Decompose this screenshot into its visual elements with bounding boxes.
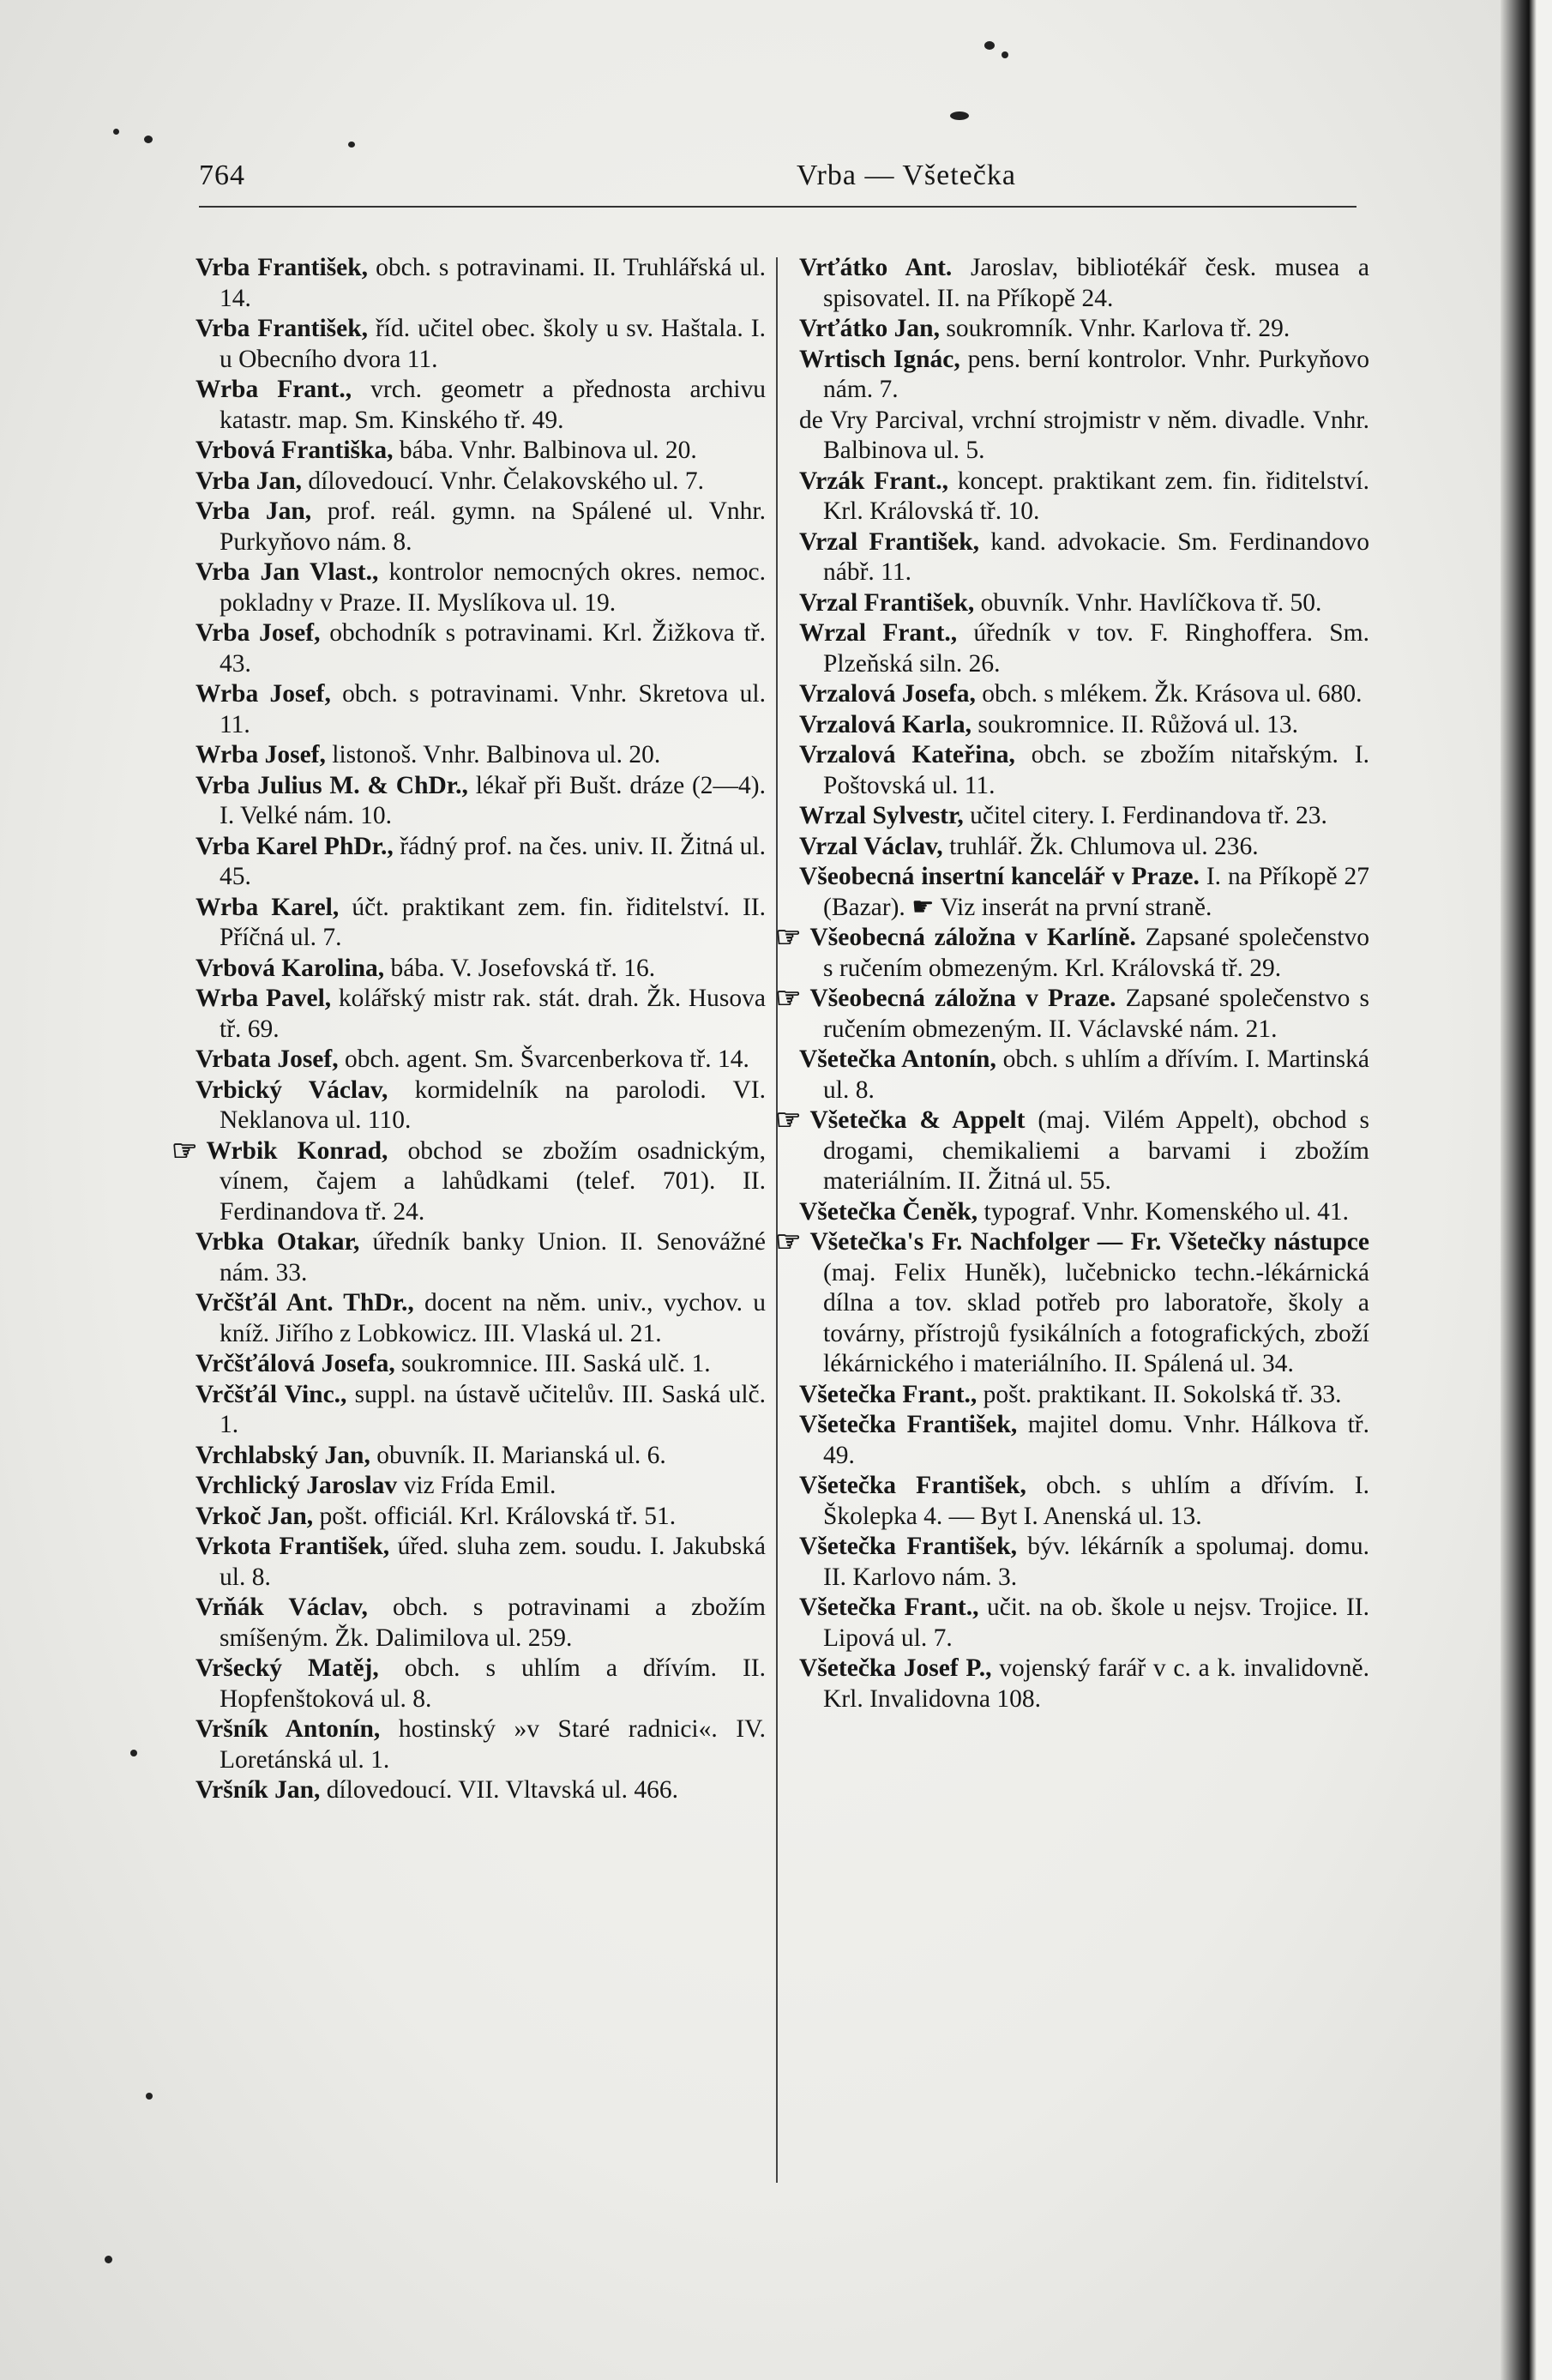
entry-name: Všetečka Antonín,	[799, 1045, 996, 1073]
entry-text: vrch. geometr a přednosta archivu katastr. map. Sm. Kinského tř. 49.	[220, 376, 767, 434]
running-head: Vrba — Všetečka	[797, 160, 1016, 191]
entry-text: docent na něm. univ., vychov. u kníž. Jiřího z Lobkowicz. III. Vlaská ul. 21.	[220, 1289, 766, 1347]
entry-text: obch. s uhlím a dřívím. I. Školepka 4. — Byt I. Anenská ul. 13.	[823, 1472, 1369, 1530]
entry-name: Vrkota František,	[196, 1533, 390, 1560]
entry-text: vojenský farář v c. a k. invalidovně. Krl. Invalidovna 108.	[823, 1654, 1369, 1713]
directory-entry	[775, 983, 1370, 1045]
directory-entry	[775, 1105, 1369, 1197]
entry-text: bába. V. Josefovská tř. 16.	[390, 954, 656, 982]
directory-entry	[799, 527, 1369, 588]
directory-entry	[799, 710, 1369, 741]
entry-name: Všetečka František,	[799, 1533, 1017, 1560]
right-column	[775, 253, 1370, 1714]
entry-text: obchod se zbožím osadnickým, vínem, čajem a lahůdkami (telef. 701). II. Ferdinandova tř. 24.	[220, 1136, 766, 1226]
directory-entry	[799, 801, 1369, 832]
pointing-hand-icon: ☞	[775, 983, 802, 1015]
entry-text: listonoš. Vnhr. Balbinova ul. 20.	[332, 741, 661, 768]
entry-name: Vrba Jan,	[196, 497, 312, 525]
entry-name: Vrzal František,	[799, 527, 980, 556]
entry-text: pošt. praktikant. II. Sokolská tř. 33.	[983, 1380, 1342, 1408]
entry-name: Vrzal František,	[799, 588, 975, 617]
entry-text: viz Frída Emil.	[403, 1472, 556, 1499]
entry-text: obch. s potravinami a zbožím smíšeným. Žk. Dalimilova ul. 259.	[220, 1594, 767, 1652]
scan-speck	[146, 2093, 153, 2100]
directory-entry	[196, 984, 766, 1045]
entry-text: hostinský »v Staré radnici«. IV. Loretánská ul. 1.	[220, 1715, 767, 1774]
entry-name: Vrčšťálová Josefa,	[196, 1350, 395, 1377]
entry-text: Jaroslav, bibliotékář česk. musea a spisovatel. II. na Příkopě 24.	[823, 254, 1370, 312]
directory-entry	[799, 740, 1369, 801]
directory-entry	[775, 922, 1369, 984]
directory-entry	[799, 1654, 1369, 1714]
entry-text: prof. reál. gymn. na Spálené ul. Vnhr. Purkyňovo nám. 8.	[220, 497, 766, 556]
entry-text: učitel citery. I. Ferdinandova tř. 23.	[970, 802, 1327, 829]
entry-text: kolářský mistr rak. stát. drah. Žk. Husova tř. 69.	[220, 985, 767, 1043]
scan-speck	[113, 129, 119, 135]
directory-entry	[196, 954, 766, 985]
entry-text: kormidelník na parolodi. VI. Neklanova ul. 110.	[220, 1076, 766, 1134]
entry-name: Wrtisch Ignác,	[799, 345, 960, 373]
entry-text: obch. s mlékem. Žk. Krásova ul. 680.	[982, 680, 1363, 708]
entry-name: Všeobecná záložna v Praze.	[809, 985, 1116, 1012]
directory-entry	[799, 1532, 1369, 1593]
entry-text: dílovedoucí. VII. Vltavská ul. 466.	[326, 1776, 678, 1804]
entry-text: účt. praktikant zem. fin. řiditelství. II. Příčná ul. 7.	[220, 893, 767, 951]
entry-name: Wrba Pavel,	[196, 985, 332, 1012]
directory-entry	[799, 1410, 1369, 1471]
entry-name: Vrba Julius M. & ChDr.,	[196, 771, 468, 799]
entry-name: Vrzalová Karla,	[799, 710, 972, 738]
entry-text: Zapsané společenstvo s ručením obmezeným. Krl. Královská tř. 29.	[823, 924, 1369, 982]
entry-text: dílovedoucí. Vnhr. Čelakovského ul. 7.	[308, 467, 704, 495]
entry-text: obchodník s potravinami. Krl. Žižkova tř. 43.	[220, 619, 767, 678]
entry-name: Vrba Jan Vlast.,	[196, 558, 379, 586]
entry-text: říd. učitel obec. školy u sv. Haštala. I. u Obecního dvora 11.	[220, 315, 766, 373]
entry-name: Wrzal Frant.,	[799, 619, 958, 647]
entry-name: Všetečka František,	[799, 1472, 1026, 1499]
entry-name: Vrbová Františka,	[196, 437, 394, 464]
entry-name: Wrba Josef,	[196, 741, 326, 768]
directory-entry	[799, 588, 1369, 619]
directory-entry	[799, 1045, 1369, 1106]
scan-speck	[984, 41, 995, 50]
entry-text: obch. s potravinami. II. Truhlářská ul. 14.	[220, 254, 766, 312]
scan-speck	[950, 111, 969, 120]
entry-text: vrchní strojmistr v něm. divadle. Vnhr. Balbinova ul. 5.	[823, 406, 1369, 464]
directory-entry	[196, 467, 766, 497]
directory-entry	[799, 406, 1369, 467]
entry-name: Všetečka František,	[799, 1411, 1018, 1438]
directory-entry	[196, 618, 766, 679]
left-column	[171, 253, 767, 1806]
entry-name: Wrzal Sylvestr,	[799, 802, 964, 829]
entry-text: obch. s potravinami. Vnhr. Skretova ul. 11.	[220, 680, 766, 738]
entry-text: bába. Vnhr. Balbinova ul. 20.	[399, 437, 697, 464]
entry-name: Vrbata Josef,	[196, 1045, 339, 1073]
page-header	[199, 160, 1356, 202]
entry-name: Vrba Josef,	[196, 619, 321, 647]
directory-entry	[196, 436, 766, 467]
entry-text: Zapsané společenstvo s ručením obmezeným. II. Václavské nám. 21.	[823, 985, 1370, 1043]
entry-text: soukromnice. III. Saská ulč. 1.	[401, 1350, 711, 1377]
directory-entry	[196, 1502, 766, 1533]
entry-name: Wrba Karel,	[196, 893, 340, 921]
entry-text: obch. agent. Sm. Švarcenberkova tř. 14.	[344, 1045, 749, 1073]
entry-name: Wrba Frant.,	[196, 376, 352, 403]
directory-entry	[196, 832, 766, 893]
directory-entry	[799, 1593, 1369, 1654]
entry-name: Vrbka Otakar,	[196, 1228, 360, 1256]
entry-text: soukromník. Vnhr. Karlova tř. 29.	[946, 315, 1290, 342]
entry-text: úředník banky Union. II. Senovážné nám. 33.	[220, 1228, 766, 1286]
directory-entry	[775, 1226, 1369, 1380]
entry-name: Vrba František,	[196, 315, 368, 342]
entry-name: Vrzal Václav,	[799, 832, 943, 860]
entry-text: úřed. sluha zem. soudu. I. Jakubská ul. 8.	[220, 1533, 767, 1591]
entry-name: Vrzalová Josefa,	[799, 680, 976, 708]
entry-name: Všetečka Josef P.,	[799, 1654, 992, 1682]
entry-name: Všetečka Frant.,	[799, 1594, 979, 1621]
entry-name: Vrťátko Ant.	[799, 254, 953, 281]
entry-name: Vrzalová Kateřina,	[799, 741, 1015, 768]
entry-name: Všetečka's Fr. Nachfolger — Fr. Všetečky nástupce	[809, 1228, 1369, 1256]
scan-speck	[348, 142, 355, 148]
pointing-hand-icon: ☞	[775, 1226, 802, 1258]
entry-text: typograf. Vnhr. Komenského ul. 41.	[984, 1197, 1350, 1226]
pointing-hand-icon: ☞	[171, 1135, 198, 1167]
entry-text: koncept. praktikant zem. fin. řiditelství. Krl. Královská tř. 10.	[823, 467, 1369, 525]
entry-name: Vršník Jan,	[196, 1776, 321, 1804]
directory-entry	[196, 679, 766, 740]
entry-name: Vrchlický Jaroslav	[196, 1472, 398, 1499]
directory-entry	[196, 1045, 766, 1076]
entry-name: Všetečka Frant.,	[799, 1380, 978, 1408]
directory-entry	[196, 1654, 766, 1714]
scan-speck	[1002, 51, 1008, 58]
entry-text: I. na Příkopě 27 (Bazar). ☛ Viz inserát na první straně.	[823, 863, 1370, 921]
entry-text: obuvník. Vnhr. Havlíčkova tř. 50.	[980, 588, 1322, 617]
entry-text: (maj. Vilém Appelt), obchod s drogami, chemikaliemi a barvami i zbožím materiálním. II. Žitná ul. 55.	[823, 1106, 1369, 1195]
entry-name: Vrba Karel PhDr.,	[196, 832, 394, 860]
entry-text: kand. advokacie. Sm. Ferdinandovo nábř. 11.	[823, 527, 1369, 586]
directory-entry	[799, 314, 1369, 345]
entry-name: de Vry Parcival,	[799, 406, 965, 434]
entry-text: úředník v tov. F. Ringhoffera. Sm. Plzeňská siln. 26.	[823, 619, 1369, 678]
entry-name: Všeobecná záložna v Karlíně.	[809, 924, 1136, 951]
entry-name: Vrba Jan,	[196, 467, 303, 495]
directory-entry	[196, 1441, 766, 1472]
entry-text: obch. s uhlím a dřívím. I. Martinská ul. 8.	[823, 1045, 1369, 1104]
entry-text: obch. s uhlím a dřívím. II. Hopfenštoková ul. 8.	[220, 1654, 766, 1713]
directory-entry	[196, 1532, 766, 1593]
directory-entry	[196, 1288, 766, 1349]
entry-name: Vrzák Frant.,	[799, 467, 949, 495]
entry-text: obch. se zbožím nitařským. I. Poštovská ul. 11.	[823, 741, 1369, 799]
directory-entry	[196, 1349, 766, 1380]
directory-entry	[799, 862, 1369, 923]
directory-entry	[799, 1471, 1369, 1532]
directory-entry	[799, 253, 1369, 314]
directory-entry	[196, 1714, 766, 1775]
entry-name: Vrba František,	[196, 254, 369, 281]
entry-text: kontrolor nemocných okres. nemoc. pokladny v Praze. II. Myslíkova ul. 19.	[220, 558, 767, 617]
directory-entry	[799, 1380, 1369, 1411]
directory-entry	[196, 557, 766, 618]
directory-entry	[196, 771, 766, 832]
entry-name: Vrbová Karolina,	[196, 954, 385, 982]
entry-text: řádný prof. na čes. univ. II. Žitná ul. 45.	[220, 832, 766, 890]
entry-text: (maj. Felix Huněk), lučebnicko techn.-lékárnická dílna a tov. sklad potřeb pro laboratoře, školy a továrny, přístrojů fysikálních a fotografických, zboží lékárnického i materiálního. II. Spálená ul. 34.	[823, 1258, 1369, 1377]
directory-entry	[196, 1593, 766, 1654]
entry-name: Všeobecná insertní kancelář v Praze.	[799, 863, 1200, 890]
directory-entry	[196, 253, 766, 314]
entry-text: soukromnice. II. Růžová ul. 13.	[978, 710, 1298, 738]
entry-text: truhlář. Žk. Chlumova ul. 236.	[949, 832, 1259, 860]
entry-text: obuvník. II. Marianská ul. 6.	[376, 1441, 666, 1469]
directory-entry	[196, 497, 766, 557]
entry-name: Vrbický Václav,	[196, 1076, 388, 1104]
directory-entry	[196, 375, 766, 436]
directory-entry	[799, 1197, 1369, 1228]
entry-text: pens. berní kontrolor. Vnhr. Purkyňovo nám. 7.	[823, 345, 1369, 403]
entry-name: Wrba Josef,	[196, 680, 331, 708]
directory-entry	[799, 345, 1369, 406]
directory-entry	[196, 314, 766, 375]
entry-name: Všetečka & Appelt	[809, 1106, 1026, 1134]
entry-text: majitel domu. Vnhr. Hálkova tř. 49.	[823, 1411, 1369, 1469]
scan-speck	[105, 2256, 112, 2263]
directory-entry	[799, 467, 1369, 527]
entry-text: pošt. officiál. Krl. Královská tř. 51.	[319, 1502, 677, 1530]
directory-entry	[171, 1135, 766, 1228]
column-divider	[776, 257, 778, 2183]
entry-name: Vršecký Matěj,	[196, 1654, 379, 1682]
entry-name: Vrčšťál Ant. ThDr.,	[196, 1289, 414, 1317]
directory-entry	[196, 740, 766, 771]
directory-entry	[196, 1471, 766, 1502]
entry-name: Vrťátko Jan,	[799, 315, 940, 342]
directory-entry	[799, 832, 1369, 863]
page-edge	[1501, 0, 1552, 2380]
header-rule	[199, 206, 1356, 208]
entry-name: Vrkoč Jan,	[196, 1502, 314, 1530]
entry-text: býv. lékárník a spolumaj. domu. II. Karlovo nám. 3.	[823, 1533, 1369, 1591]
entry-name: Všetečka Čeněk,	[799, 1197, 978, 1226]
directory-entry	[196, 1380, 766, 1441]
directory-entry	[196, 893, 766, 954]
entry-name: Vrchlabský Jan,	[196, 1441, 370, 1469]
page-number: 764	[199, 160, 245, 191]
pointing-hand-icon: ☞	[775, 1105, 802, 1136]
pointing-hand-icon: ☞	[775, 922, 802, 954]
entry-name: Vršník Antonín,	[196, 1715, 381, 1743]
directory-entry	[799, 679, 1369, 710]
scan-speck	[130, 1750, 137, 1756]
directory-entry	[196, 1076, 766, 1136]
entry-text: suppl. na ústavě učitelův. III. Saská ulč. 1.	[220, 1380, 766, 1438]
directory-entry	[799, 618, 1369, 679]
scan-speck	[144, 136, 153, 143]
directory-entry	[196, 1775, 766, 1806]
entry-name: Vrčšťál Vinc.,	[196, 1380, 347, 1408]
directory-entry	[196, 1227, 766, 1288]
entry-name: Vrňák Václav,	[196, 1594, 368, 1621]
entry-name: Wrbik Konrad,	[206, 1136, 388, 1165]
entry-text: učit. na ob. škole u nejsv. Trojice. II. Lipová ul. 7.	[823, 1594, 1370, 1652]
entry-text: lékař při Bušt. dráze (2—4). I. Velké nám. 10.	[220, 771, 766, 829]
